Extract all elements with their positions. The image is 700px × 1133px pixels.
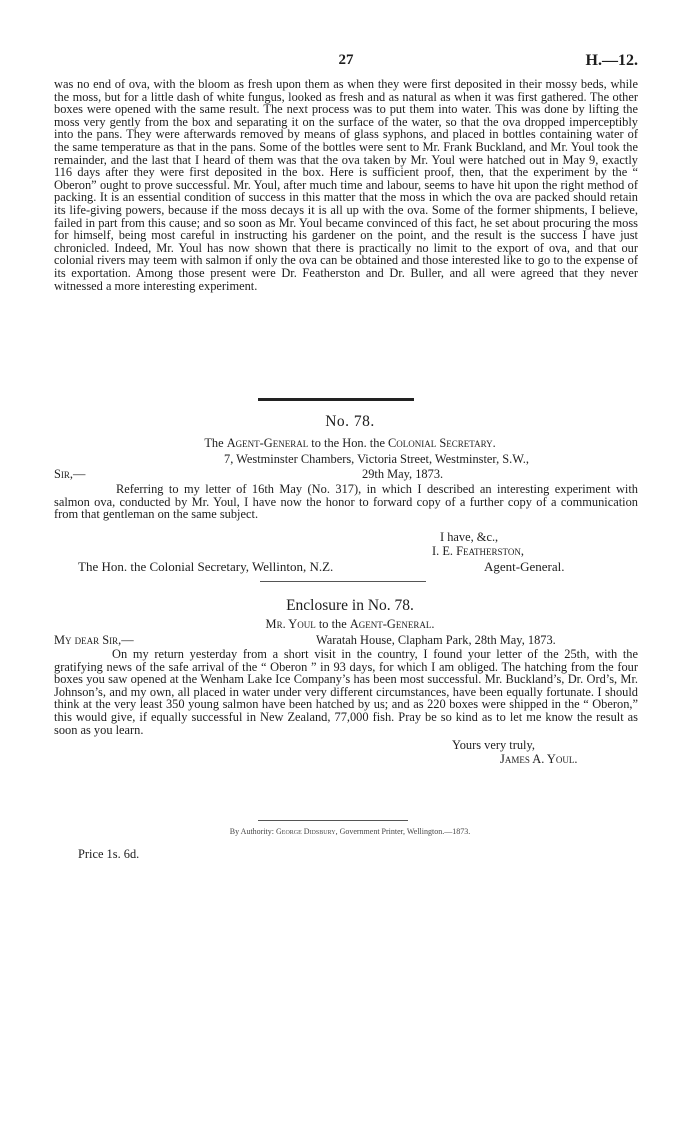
footer-divider	[258, 820, 408, 821]
enclosure-salutation: My dear Sir,—	[54, 633, 134, 647]
printer-imprint: By Authority: George Didsbury, Government Printer, Wellington.—1873.	[229, 827, 471, 836]
enclosure-closing: Yours very truly,	[452, 738, 535, 752]
letter-recipient: The Hon. the Colonial Secretary, Wellinton, N.Z.	[78, 559, 334, 574]
letter-date: 29th May, 1873.	[362, 467, 444, 481]
enclosure-date: Waratah House, Clapham Park, 28th May, 1873.	[316, 633, 556, 647]
enclosure-heading: Enclosure in No. 78.	[286, 597, 414, 614]
salutation: Sir,—	[54, 467, 86, 481]
sender-address: 7, Westminster Chambers, Victoria Street, Westminster, S.W.,	[224, 452, 530, 466]
enclosure-address-line: Mr. Youl to the Agent-General.	[265, 617, 435, 631]
letter-signature: I. E. Featherston,	[432, 544, 524, 558]
letter-body: Referring to my letter of 16th May (No. 317), in which I described an interesting experiment with salmon ova, conducted by Mr. Youl, I have now the honor to forward copy of a further copy of a communication from that gentleman on the same subject.	[54, 482, 638, 522]
continuation-paragraph: was no end of ova, with the bloom as fresh upon them as when they were first deposited in their mossy beds, while the moss, but for a little dash of white fungus, looked as fresh and as natural as when it was first gathered. The other boxes were opened with the same result. The next process was to put them into water. This was done by lifting the moss very gently from the box and separating it on the surface of the water, so that the ova dropped imperceptibly into the pans. They were afterwards removed by means of glass syphons, and placed in bottles containing water of the same temperature as that in the pans. Some of the bottles were sent to Mr. Frank Buckland, and Mr. Youl took the remainder, and the last that I heard of them was that the ova taken by Mr. Youl were hatched out in May 9, exactly 116 days after they were first deposited in the box. Here is sufficient proof, then, that the experiment by the “ Oberon” ought to prove successful. Mr. Youl, after much time and labour, seems to have hit upon the right method of packing. It is an essential condition of success in this matter that the moss in which the ova are packed should retain its life-giving powers, because if the moss decays it is all up with the ova. Some of the former shipments, I believe, failed in part from this cause; and so soon as Mr. Youl became convinced of this fact, he set about procuring the moss for himself, being most careful in instructing his gardener on the point, and the result is the success I have just chronicled. Indeed, Mr. Youl has now shown that there is practically no limit to the export of ova, and that our colonial rivers may teem with salmon if only the ova can be obtained and those interested like to go to the expense of its exportation. Among those present were Dr. Featherston and Dr. Buller, and all were agreed that they never witnessed a more interesting experiment.	[54, 77, 638, 293]
enclosure-signature: James A. Youl.	[500, 752, 578, 766]
document-reference: H.—12.	[585, 52, 638, 69]
letter-address-line: The Agent-General to the Hon. the Colonial Secretary.	[204, 436, 496, 450]
section-divider	[260, 581, 426, 582]
enclosure-body: On my return yesterday from a short visit in the country, I found your letter of the 25th, with the gratifying news of the safe arrival of the “ Oberon ” in 93 days, for which I am obliged. The hatching from the four boxes you saw opened at the Wenham Lake Ice Company’s has been most successful. Mr. Buckland’s, Dr. Ord’s, Mr. Johnson’s, and my own, all placed in water under very different circumstances, have been equally fortunate. I should think at the very least 350 young salmon have been hatched by us; and as 220 boxes were shipped in the “ Oberon,” this would give, if equally successful in New Zealand, 77,000 fish. Pray be so kind as to let me know the result as soon as you learn.	[54, 647, 638, 737]
price-note: Price 1s. 6d.	[78, 847, 140, 861]
page-header	[54, 52, 638, 72]
letter-heading: No. 78.	[325, 413, 375, 430]
signature-title: Agent-General.	[484, 559, 565, 574]
page-number: 27	[338, 52, 354, 68]
section-divider	[258, 398, 414, 401]
letter-closing: I have, &c.,	[440, 530, 499, 544]
